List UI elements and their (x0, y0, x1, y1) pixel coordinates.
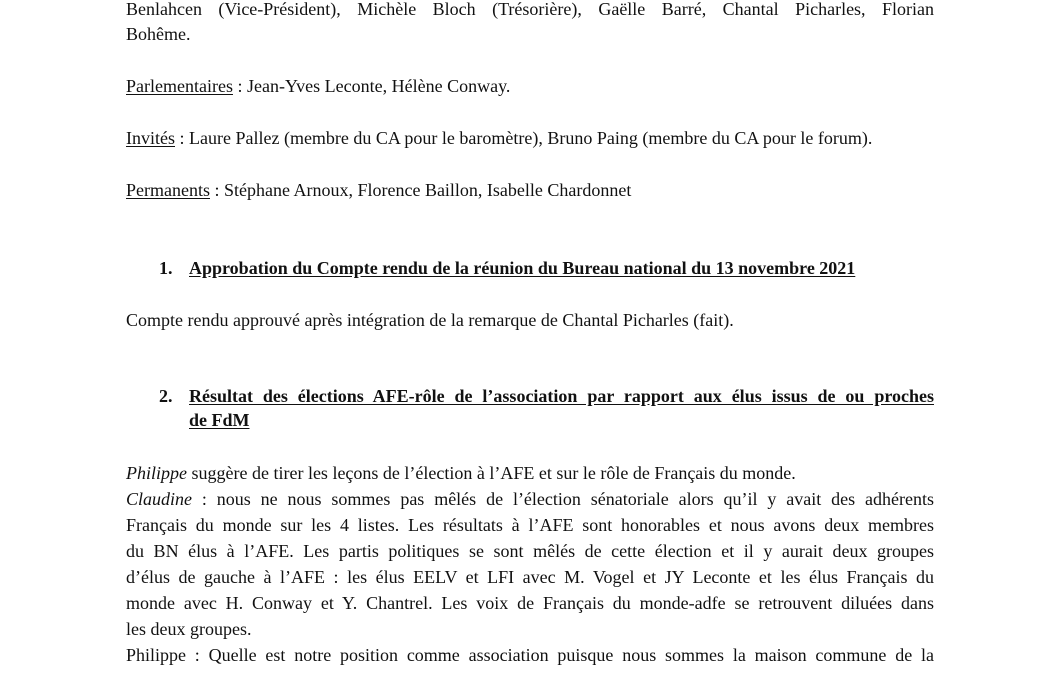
permanents-paragraph (126, 178, 631, 202)
claudine-line3: du BN élus à l’AFE. Les partis politiques se sont mêlés de cette élection et il y aurait deux groupes (126, 541, 934, 561)
claudine-line1 (126, 487, 934, 511)
claudine-name: Claudine (126, 489, 192, 509)
bureau-members-line2: Bohême. (126, 24, 191, 44)
invites-paragraph (126, 126, 872, 150)
section-1-number: 1. (159, 258, 173, 278)
section-2-title-line2: de FdM (189, 410, 250, 430)
philippe-paragraph-1 (126, 461, 796, 485)
parlementaires-label: Parlementaires (126, 76, 233, 96)
parlementaires-paragraph (126, 74, 510, 98)
section-1-heading (126, 256, 934, 280)
claudine-line6: les deux groupes. (126, 619, 252, 639)
claudine-line2: Français du monde sur les 4 listes. Les résultats à l’AFE sont honorables et nous avons deux membres (126, 515, 934, 535)
philippe-name: Philippe (126, 463, 187, 483)
section-2-heading (126, 384, 934, 432)
invites-label: Invités (126, 128, 175, 148)
section-2-number: 2. (159, 386, 173, 406)
claudine-line4: d’élus de gauche à l’AFE : les élus EELV et LFI avec M. Vogel et JY Leconte et les élus Français du (126, 567, 934, 587)
philippe-text: suggère de tirer les leçons de l’élection à l’AFE et sur le rôle de Français du monde. (187, 463, 796, 483)
parlementaires-text: : Jean-Yves Leconte, Hélène Conway. (232, 76, 511, 96)
invites-text: : Laure Pallez (membre du CA pour le baromètre), Bruno Paing (membre du CA pour le forum). (175, 128, 873, 148)
philippe-paragraph-2-line1: Philippe : Quelle est notre position comme association puisque nous sommes la maison commune de la (126, 645, 934, 665)
permanents-text: : Stéphane Arnoux, Florence Baillon, Isabelle Chardonnet (209, 180, 632, 200)
claudine-line5: monde avec H. Conway et Y. Chantrel. Les voix de Français du monde-adfe se retrouvent diluées dans (126, 593, 934, 613)
section-1-body: Compte rendu approuvé après intégration de la remarque de Chantal Picharles (fait). (126, 310, 734, 330)
claudine-text-line1: : nous ne nous sommes pas mêlés de l’élection sénatoriale alors qu’il y avait des adhérents (192, 489, 934, 509)
bureau-members-line1: Benlahcen (Vice-Président), Michèle Bloch (Trésorière), Gaëlle Barré, Chantal Picharles, Florian (126, 0, 934, 19)
section-2-title-line1: Résultat des élections AFE-rôle de l’association par rapport aux élus issus de ou proches (189, 386, 934, 406)
permanents-label: Permanents (126, 180, 210, 200)
section-1-title: Approbation du Compte rendu de la réunion du Bureau national du 13 novembre 2021 (189, 258, 856, 278)
